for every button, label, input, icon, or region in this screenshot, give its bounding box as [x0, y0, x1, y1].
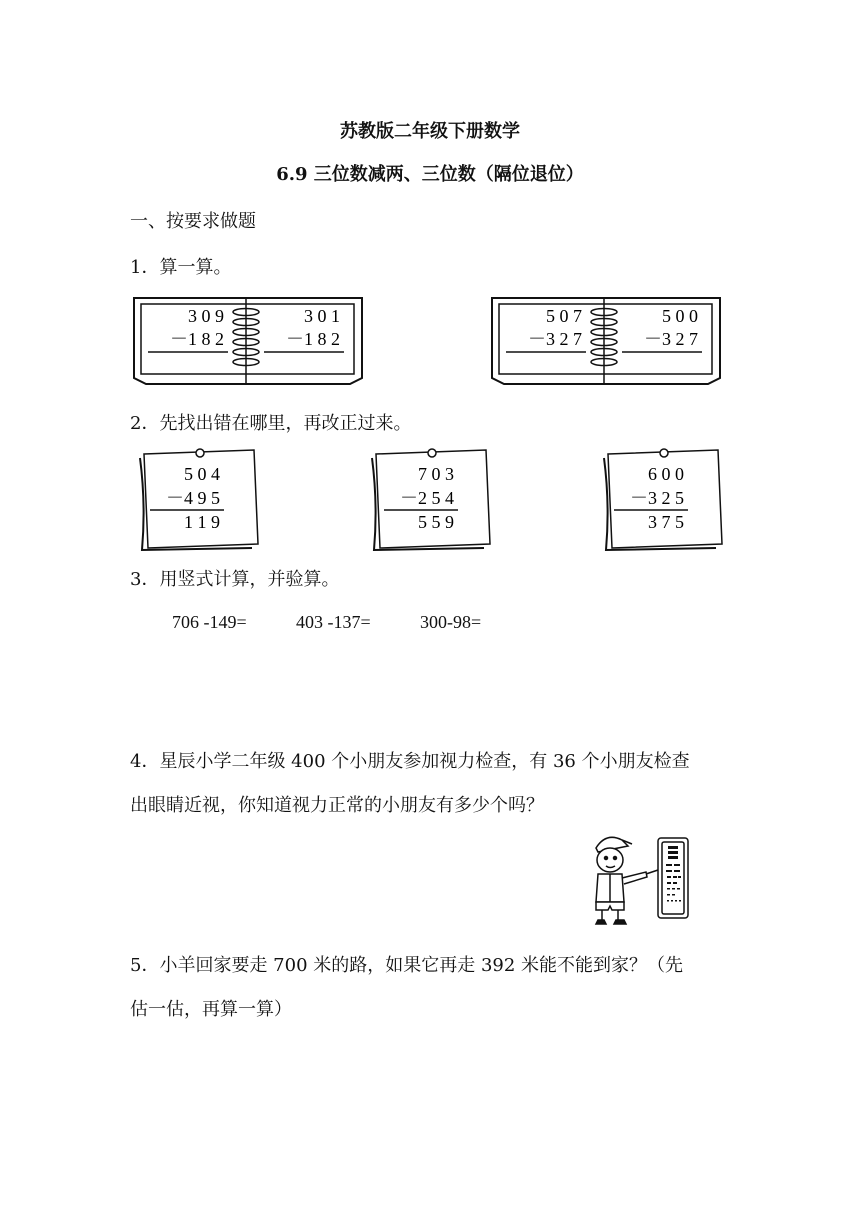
- question-5-line-1: 5．小羊回家要走 700 米的路，如果它再走 392 米能不能到家？（先: [130, 955, 684, 976]
- card1-result: 1 1 9: [184, 512, 220, 532]
- question-4-line-2: 出眼睛近视，你知道视力正常的小朋友有多少个吗？: [130, 795, 544, 816]
- card2-top: 7 0 3: [418, 464, 454, 484]
- card2-mid: －2 5 4: [400, 488, 454, 508]
- expression-2: 403 -137=: [296, 612, 371, 632]
- card-3: [600, 444, 728, 554]
- nb1-left-bottom: －1 8 2: [170, 329, 224, 349]
- nb1-right-top: 3 0 1: [304, 306, 340, 326]
- expression-1: 706 -149=: [172, 612, 247, 632]
- question-3-label: 3．用竖式计算，并验算。: [130, 569, 340, 590]
- question-2-label: 2．先找出错在哪里，再改正过来。: [130, 413, 412, 434]
- question-1-label: 1．算一算。: [130, 257, 232, 278]
- card-2: [368, 444, 496, 554]
- pin-icon: [196, 449, 204, 457]
- pin-icon: [660, 449, 668, 457]
- question-4-line-1: 4．星辰小学二年级 400 个小朋友参加视力检查，有 36 个小朋友检查: [130, 751, 690, 772]
- nb1-right-bottom: －1 8 2: [286, 329, 340, 349]
- card2-result: 5 5 9: [418, 512, 454, 532]
- expression-3: 300-98=: [420, 612, 482, 632]
- card1-top: 5 0 4: [184, 464, 220, 484]
- question-5-line-2: 估一估，再算一算）: [130, 999, 292, 1020]
- boy-eye-chart-illustration: [584, 830, 694, 932]
- notebook-1: [128, 292, 368, 388]
- notebook-2: [486, 292, 726, 388]
- nb2-right-top: 5 0 0: [662, 306, 698, 326]
- card1-mid: －4 9 5: [166, 488, 220, 508]
- nb1-left-top: 3 0 9: [188, 306, 224, 326]
- card3-mid: －3 2 5: [630, 488, 684, 508]
- nb2-left-top: 5 0 7: [546, 306, 582, 326]
- pin-icon: [428, 449, 436, 457]
- nb2-left-bottom: －3 2 7: [528, 329, 582, 349]
- page-title: 苏教版二年级下册数学: [340, 121, 520, 142]
- page-subtitle: 6.9 三位数减两、三位数（隔位退位）: [276, 164, 584, 185]
- card3-result: 3 7 5: [648, 512, 684, 532]
- section-heading: 一、按要求做题: [130, 211, 256, 232]
- card-1: [136, 444, 264, 554]
- nb2-right-bottom: －3 2 7: [644, 329, 698, 349]
- card3-top: 6 0 0: [648, 464, 684, 484]
